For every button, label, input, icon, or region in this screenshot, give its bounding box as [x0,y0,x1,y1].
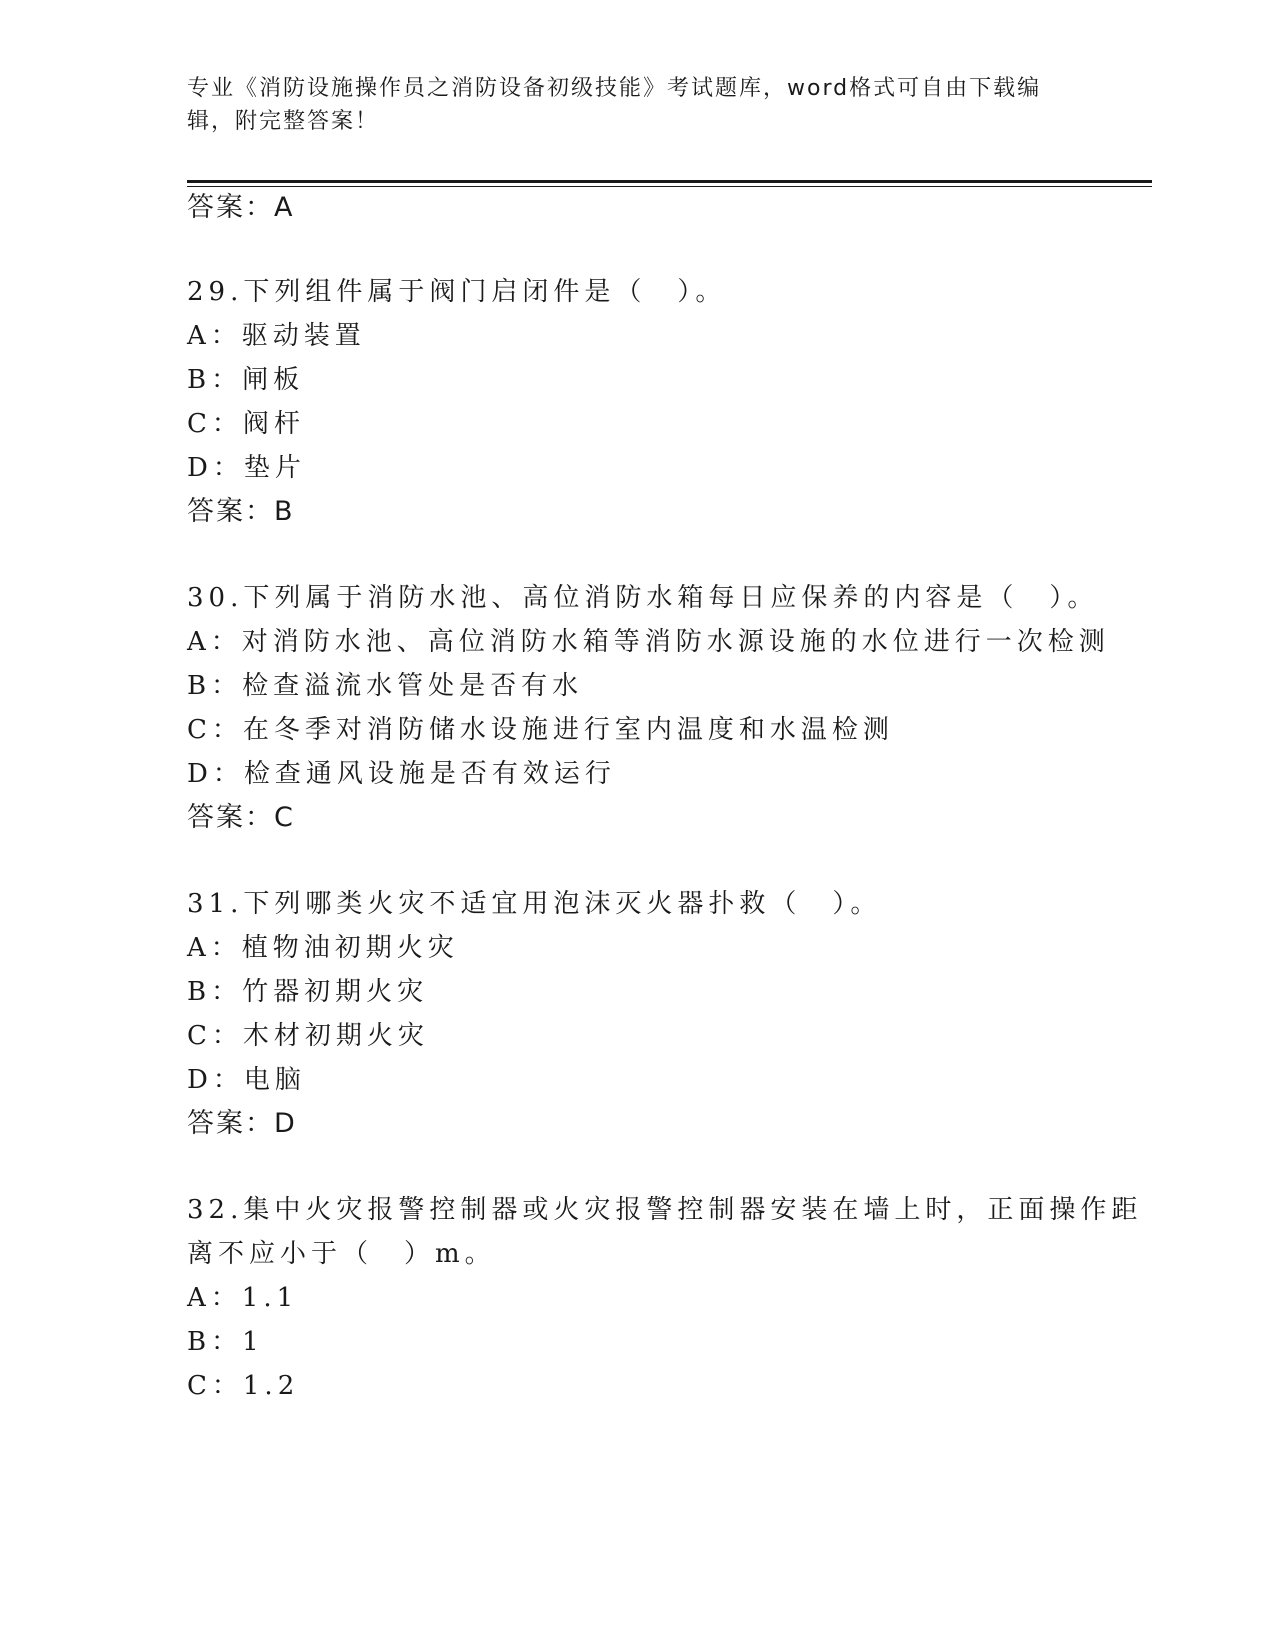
question-31-option-b: B：竹器初期火灾 [187,977,429,1007]
question-31-answer: 答案：D [187,1108,297,1139]
question-30-answer: 答案：C [187,802,295,833]
question-32-stem-line1: 32.集中火灾报警控制器或火灾报警控制器安装在墙上时，正面操作距 [187,1195,1143,1225]
question-32-option-b: B：1 [187,1327,264,1357]
question-29-option-d: D：垫片 [187,453,306,483]
answer-28: 答案：A [187,192,295,223]
question-29-option-a: A：驱动装置 [187,321,366,351]
question-29-stem: 29.下列组件属于阀门启闭件是（ ）。 [187,277,727,307]
question-30-option-a: A：对消防水池、高位消防水箱等消防水源设施的水位进行一次检测 [187,627,1110,657]
question-29-option-c: C：阀杆 [187,409,305,439]
question-30-option-b: B：检查溢流水管处是否有水 [187,671,584,701]
question-29-option-b: B：闸板 [187,365,305,395]
document-header: 专业《消防设施操作员之消防设备初级技能》考试题库，word格式可自由下载编辑，附完整答案！ [187,76,1042,134]
question-32-option-c: C：1.2 [187,1371,300,1401]
header-divider-thin [187,186,1152,187]
question-31-option-d: D：电脑 [187,1065,306,1095]
header-divider [187,180,1152,183]
question-31-stem: 31.下列哪类火灾不适宜用泡沫灭火器扑救（ ）。 [187,889,882,919]
question-29-answer: 答案：B [187,496,295,527]
question-32-stem-line2: 离不应小于（ ）m。 [187,1239,496,1269]
question-31-option-a: A：植物油初期火灾 [187,933,459,963]
question-30-stem: 30.下列属于消防水池、高位消防水箱每日应保养的内容是（ ）。 [187,583,1099,613]
question-32-option-a: A：1.1 [187,1283,299,1313]
question-30-option-d: D：检查通风设施是否有效运行 [187,759,616,789]
question-31-option-c: C：木材初期火灾 [187,1021,429,1051]
question-30-option-c: C：在冬季对消防储水设施进行室内温度和水温检测 [187,715,894,745]
